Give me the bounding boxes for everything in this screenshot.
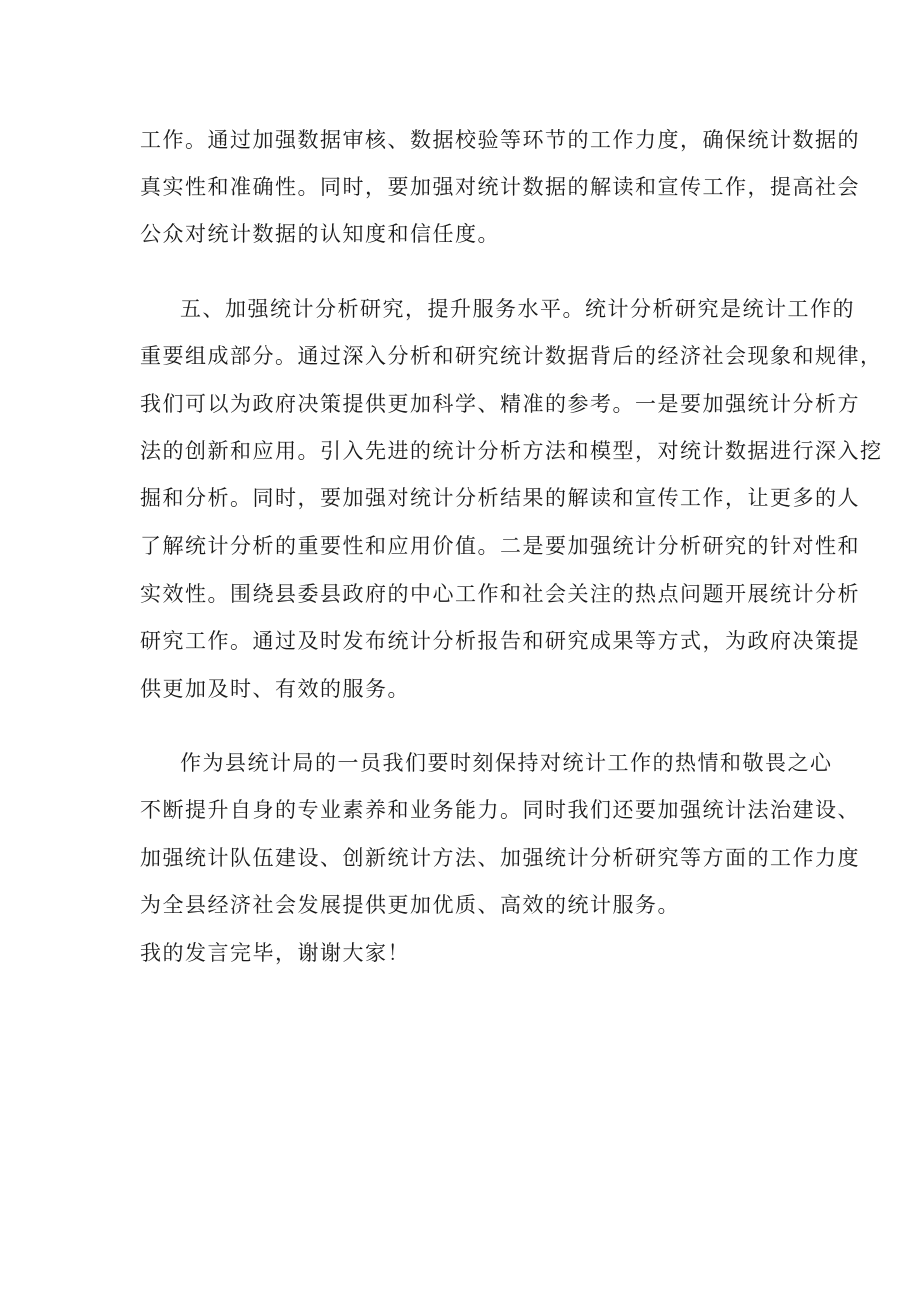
paragraph-2-line-2: 重要组成部分。通过深入分析和研究统计数据背后的经济社会现象和规律， bbox=[140, 344, 883, 368]
paragraph-3-line-2: 不断提升自身的专业素养和业务能力。同时我们还要加强统计法治建设、 bbox=[140, 798, 860, 822]
paragraph-1-line-2: 真实性和准确性。同时，要加强对统计数据的解读和宣传工作，提高社会 bbox=[140, 175, 860, 199]
paragraph-3-line-1: 作为县统计局的一员我们要时刻保持对统计工作的热情和敬畏之心 bbox=[180, 751, 833, 775]
closing-remark: 我的发言完毕，谢谢大家！ bbox=[140, 941, 410, 965]
paragraph-2-line-3: 我们可以为政府决策提供更加科学、精准的参考。一是要加强统计分析方 bbox=[140, 392, 860, 416]
paragraph-2-line-7: 实效性。围绕县委县政府的中心工作和社会关注的热点问题开展统计分析 bbox=[140, 582, 860, 606]
paragraph-2-line-5: 掘和分析。同时，要加强对统计分析结果的解读和宣传工作，让更多的人 bbox=[140, 486, 860, 510]
paragraph-2-line-1: 五、加强统计分析研究，提升服务水平。统计分析研究是统计工作的 bbox=[180, 297, 855, 321]
paragraph-2-line-9: 供更加及时、有效的服务。 bbox=[140, 677, 410, 701]
paragraph-1-line-3: 公众对统计数据的认知度和信任度。 bbox=[140, 222, 500, 246]
paragraph-2-line-8: 研究工作。通过及时发布统计分析报告和研究成果等方式，为政府决策提 bbox=[140, 629, 860, 653]
paragraph-2-line-4: 法的创新和应用。引入先进的统计分析方法和模型，对统计数据进行深入挖 bbox=[140, 439, 883, 463]
paragraph-3-line-4: 为全县经济社会发展提供更加优质、高效的统计服务。 bbox=[140, 893, 680, 917]
paragraph-3-line-3: 加强统计队伍建设、创新统计方法、加强统计分析研究等方面的工作力度 bbox=[140, 846, 860, 870]
paragraph-2-line-6: 了解统计分析的重要性和应用价值。二是要加强统计分析研究的针对性和 bbox=[140, 534, 860, 558]
paragraph-1-line-1: 工作。通过加强数据审核、数据校验等环节的工作力度，确保统计数据的 bbox=[140, 128, 860, 152]
